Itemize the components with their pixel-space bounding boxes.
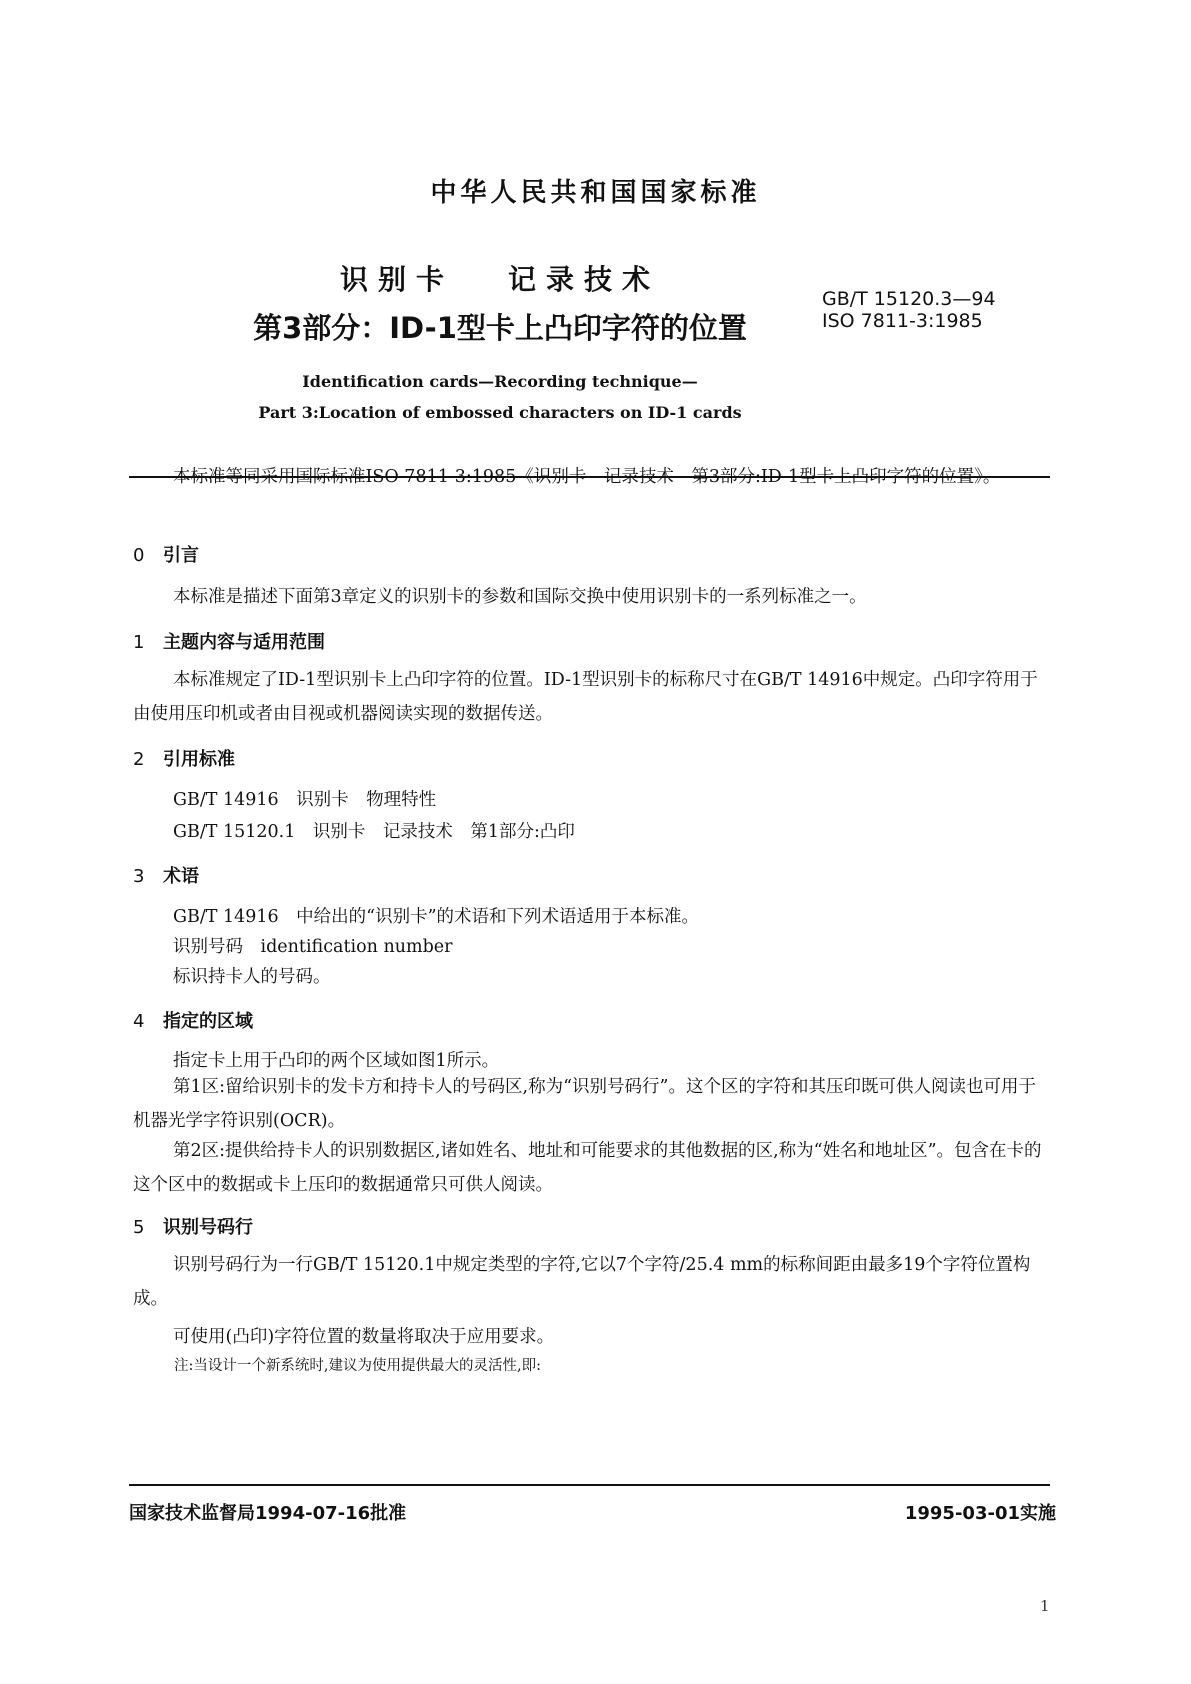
section-4-para-1: 指定卡上用于凸印的两个区域如图1所示。	[173, 1051, 500, 1071]
section-title: 引用标准	[163, 749, 235, 770]
term-entry: 识别号码 identification number	[173, 937, 453, 957]
title-cn-part-b: 记录技术	[508, 263, 661, 296]
page-number: 1	[1040, 1597, 1050, 1615]
section-number: 2	[133, 749, 145, 770]
national-standard-heading: 中华人民共和国国家标准	[430, 178, 761, 208]
section-1-heading	[133, 628, 325, 654]
section-4-para-2: 第1区:留给识别卡的发卡方和持卡人的号码区,称为“识别号码行”。这个区的字符和其压印既可供人阅读也可用于机器光学字符识别(OCR)。	[133, 1077, 1036, 1131]
section-0-heading	[133, 541, 199, 567]
section-title: 引言	[163, 545, 199, 566]
reference-1: GB/T 14916 识别卡 物理特性	[173, 790, 437, 810]
section-5-para-1: 识别号码行为一行GB/T 15120.1中规定类型的字符,它以7个字符/25.4 mm的标称间距由最多19个字符位置构成。	[133, 1255, 1031, 1309]
reference-2: GB/T 15120.1 识别卡 记录技术 第1部分:凸印	[173, 822, 575, 842]
section-number: 5	[133, 1217, 145, 1238]
section-number: 4	[133, 1011, 145, 1032]
section-title: 识别号码行	[163, 1217, 253, 1238]
effective-date: 1995-03-01实施	[904, 1503, 1056, 1524]
section-number: 1	[133, 632, 145, 653]
section-number: 3	[133, 866, 145, 887]
section-4-para-3: 第2区:提供给持卡人的识别数据区,诸如姓名、地址和可能要求的其他数据的区,称为“姓名和地址区”。包含在卡的这个区中的数据或卡上压印的数据通常只可供人阅读。	[133, 1141, 1042, 1195]
title-en-line1: Identification cards—Recording technique—	[302, 372, 698, 391]
adoption-note: 本标准等同采用国际标准ISO 7811-3:1985《识别卡 记录技术 第3部分:ID-1型卡上凸印字符的位置》。	[173, 467, 1001, 487]
title-cn-line2: 第3部分：ID-1型卡上凸印字符的位置	[253, 311, 747, 345]
title-en-line2: Part 3:Location of embossed characters on ID-1 cards	[258, 403, 742, 422]
terms-intro: GB/T 14916 中给出的“识别卡”的术语和下列术语适用于本标准。	[173, 907, 700, 927]
section-0-text: 本标准是描述下面第3章定义的识别卡的参数和国际交换中使用识别卡的一系列标准之一。	[173, 587, 867, 607]
section-title: 术语	[163, 866, 199, 887]
section-title: 指定的区域	[163, 1011, 253, 1032]
section-2-heading	[133, 745, 235, 771]
section-4-heading	[133, 1007, 253, 1033]
section-5-note: 注:当设计一个新系统时,建议为使用提供最大的灵活性,即:	[174, 1358, 541, 1374]
section-1-text: 本标准规定了ID-1型识别卡上凸印字符的位置。ID-1型识别卡的标称尺寸在GB/T 14916中规定。凸印字符用于由使用压印机或者由目视或机器阅读实现的数据传送。	[133, 670, 1038, 724]
standard-code-iso: ISO 7811-3:1985	[822, 310, 983, 332]
title-cn-part-a: 识别卡	[339, 263, 454, 296]
section-5-para-2: 可使用(凸印)字符位置的数量将取决于应用要求。	[173, 1327, 555, 1347]
section-number: 0	[133, 545, 145, 566]
footer-divider	[129, 1484, 1050, 1486]
section-3-heading	[133, 862, 199, 888]
standard-code-gb: GB/T 15120.3—94	[822, 288, 996, 310]
section-title: 主题内容与适用范围	[163, 632, 325, 653]
term-definition: 标识持卡人的号码。	[173, 967, 331, 987]
approval-date: 国家技术监督局1994-07-16批准	[129, 1503, 407, 1524]
title-cn-line1	[180, 258, 820, 298]
section-5-heading	[133, 1213, 253, 1239]
